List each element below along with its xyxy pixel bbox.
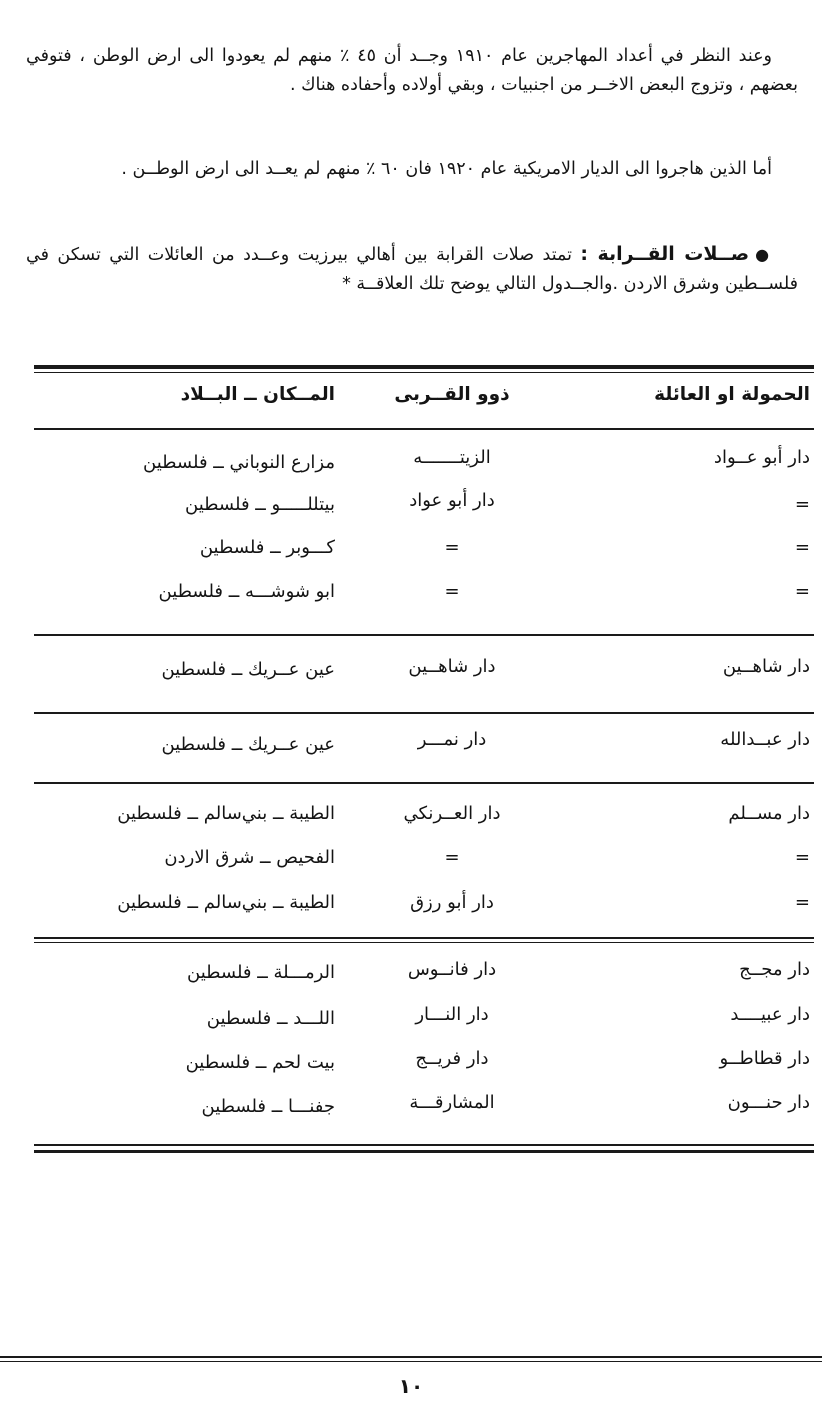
kinship-text: تمتد صلات القرابة بين أهالي بيرزيت وعــدد من العائلات التي تسكن في فلســطين وشرق الاردن .والجــدول التالي يوضح تلك العلاقــة * xyxy=(26,244,798,294)
table-cell-family: دار شاهــين xyxy=(722,656,810,677)
bullet-icon: ● xyxy=(755,244,772,264)
table-cell-kin: المشارقـــة xyxy=(409,1092,495,1113)
table-cell-kin: = xyxy=(444,537,460,558)
table-cell-kin: الزيتـــــــه xyxy=(413,447,491,468)
table-top-rule xyxy=(34,365,814,369)
table-cell-family: دار أبو عــواد xyxy=(713,447,810,468)
table-cell-place: الطيبة ــ بني‌سالم ــ فلسطين xyxy=(117,892,335,913)
table-cell-family: دار حنـــون xyxy=(727,1092,810,1113)
table-cell-place: اللـــد ــ فلسطين xyxy=(206,1008,335,1029)
group-rule xyxy=(34,712,814,714)
table-cell-place: الفحيص ــ شرق الاردن xyxy=(164,847,335,868)
paragraph-kinship xyxy=(26,240,798,299)
table-cell-kin: دار أبو عواد xyxy=(409,490,495,511)
table-cell-place: ابو شوشـــه ــ فلسطين xyxy=(158,581,335,602)
header-place: المــكان ــ البــلاد xyxy=(180,384,335,405)
page-number: ١٠ xyxy=(398,1374,424,1398)
table-cell-place: الرمـــلة ــ فلسطين xyxy=(187,962,335,983)
table-cell-kin: = xyxy=(444,847,460,868)
table-cell-family: دار مســلم xyxy=(728,803,810,824)
table-cell-family: دار مجــج xyxy=(739,959,810,980)
table-cell-kin: دار فانــوس xyxy=(407,959,497,980)
table-cell-kin: دار فريــج xyxy=(415,1048,489,1069)
table-cell-family: = xyxy=(794,581,810,602)
table-top-rule-thin xyxy=(34,372,814,373)
table-cell-family: دار عبــدالله xyxy=(720,729,810,750)
section-heading: صــلات القــرابة : xyxy=(580,242,750,265)
table-cell-place: جفنـــا ــ فلسطين xyxy=(201,1096,335,1117)
header-family: الحمولة او العائلة xyxy=(654,384,810,405)
table-cell-family: = xyxy=(794,892,810,913)
table-cell-family: = xyxy=(794,494,810,515)
table-cell-place: بيتللـــــو ــ فلسطين xyxy=(185,494,335,515)
header-rule xyxy=(34,428,814,430)
group-rule xyxy=(34,634,814,636)
table-cell-family: = xyxy=(794,537,810,558)
header-kin: ذوو القــربى xyxy=(394,384,510,405)
group-rule xyxy=(34,782,814,784)
table-cell-place: الطيبة ــ بني‌سالم ــ فلسطين xyxy=(117,803,335,824)
footer-rule-thin xyxy=(0,1361,822,1362)
table-cell-kin: دار شاهــين xyxy=(408,656,496,677)
table-cell-place: عين عــريك ــ فلسطين xyxy=(161,734,335,755)
table-cell-family: دار قطاطــو xyxy=(719,1048,810,1069)
table-cell-kin: دار نمـــر xyxy=(417,729,487,750)
table-cell-place: بيت لحم ــ فلسطين xyxy=(185,1052,335,1073)
table-bottom-rule-thick xyxy=(34,1150,814,1153)
table-cell-kin: دار العــرنكي xyxy=(403,803,501,824)
table-cell-place: مزارع النوباني ــ فلسطين xyxy=(143,452,335,473)
group-double-rule-thin xyxy=(34,942,814,943)
table-cell-family: = xyxy=(794,847,810,868)
table-cell-kin: دار أبو رزق xyxy=(410,892,494,913)
table-cell-kin: دار النـــار xyxy=(415,1004,489,1025)
paragraph-emigrants-1910: وعند النظر في أعداد المهاجرين عام ١٩١٠ وجــد أن ٤٥ ٪ منهم لم يعودوا الى ارض الوطن ، فتوفي بعضهم ، وتزوج البعض الاخــر من اجنبيات ، وبقي أولاده وأحفاده هناك . xyxy=(26,45,798,95)
group-double-rule xyxy=(34,937,814,939)
table-cell-place: كـــوبر ــ فلسطين xyxy=(199,537,335,558)
footer-rule xyxy=(0,1356,822,1358)
table-cell-place: عين عــريك ــ فلسطين xyxy=(161,659,335,680)
table-cell-kin: = xyxy=(444,581,460,602)
table-cell-family: دار عبيــــد xyxy=(730,1004,810,1025)
paragraph-emigrants-1920: أما الذين هاجروا الى الديار الامريكية عام ١٩٢٠ فان ٦٠ ٪ منهم لم يعــد الى ارض الوطــن . xyxy=(121,158,772,179)
table-bottom-rule xyxy=(34,1144,814,1146)
